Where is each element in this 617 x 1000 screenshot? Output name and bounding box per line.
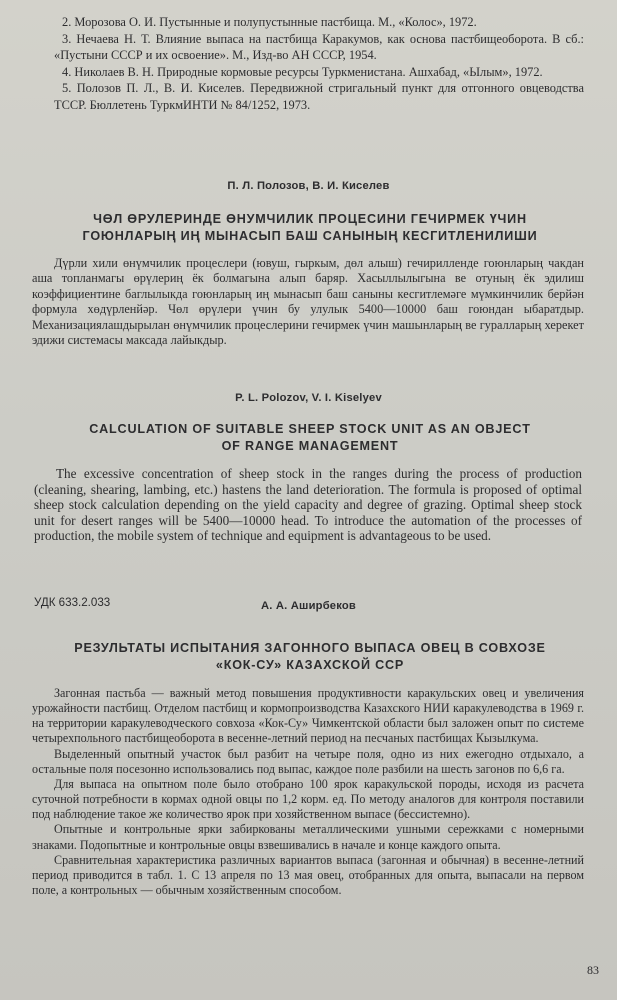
- article2-title: [40, 421, 580, 455]
- body-paragraph: Для выпаса на опытном поле было отобрано 100 ярок каракульской породы, исходя из расчета суточной потребности в кормах одной овцы по 1,2 корм. ед. По методу аналогов для контроля поставили под наблюдение такое же количество ярок при хозяйственном выпасе (бессистемно).: [32, 776, 584, 822]
- article1-title-line2: ГОЮНЛАРЫҢ ИҢ МЫНАСЫП БАШ САНЫНЫҢ КЕСГИТЛЕНИЛИШИ: [82, 229, 538, 243]
- article3-body: [32, 686, 584, 898]
- reference-item: 3. Нечаева Н. Т. Влияние выпаса на пастбища Каракумов, как основа пастбищеоборота. В сб.: «Пустыни СССР и их освоение». М., Изд-во АН СССР, 1954.: [54, 31, 584, 63]
- page-number: 83: [587, 963, 599, 977]
- article2-abstract: The excessive concentration of sheep stock in the ranges during the process of production (cleaning, shearing, lambing, etc.) hastens the land deterioration. The formula is proposed of optimal sheep stock calculation depending on the yield capacity and degree of grazing. Optimal sheep stock unit for desert ranges will be 5400—10000 head. To introduce the automation of the processes of production, the mobile system of technique and equipment is advantageous to be used.: [34, 466, 582, 544]
- article1-abstract: Дүрли хили өнүмчилик процеслери (ювуш, гыркым, дөл алыш) гечирилленде гоюнларың чакдан аша топланмагы өрүлериң ёк болмагына алып баряр. Хасыллылыгына ве отуның ёк эдилиш коэффициентине баглылыкда гоюнларың иң мынасып баш саныны кесгитлемәге мүмкинчилик берйән формула хөдүрленйәр. Чөл өрүлери үчин бу улулык 5400—10000 баш гоюндан ыбаратдыр. Механизациялашдырылан өнүмчилик процеслерини гечирмек үчин машынларың ве гуралларың херекет эдижи системасы максада лайыкдыр.: [32, 256, 584, 348]
- article3-author: А. А. Аширбеков: [260, 600, 356, 612]
- article3-title: [40, 640, 580, 674]
- article3-title-line1: РЕЗУЛЬТАТЫ ИСПЫТАНИЯ ЗАГОННОГО ВЫПАСА ОВЕЦ В СОВХОЗЕ: [74, 641, 546, 655]
- udk-code: УДК 633.2.033: [34, 596, 111, 609]
- article1-title: [40, 211, 580, 245]
- article1-authors: П. Л. Полозов, В. И. Киселев: [227, 180, 390, 192]
- reference-item: 5. Полозов П. Л., В. И. Киселев. Передвижной стригальный пункт для отгонного овцеводства ТССР. Бюллетень ТуркмИНТИ № 84/1252, 1973.: [54, 81, 584, 112]
- article3-title-line2: «КОК-СУ» КАЗАХСКОЙ ССР: [215, 658, 405, 672]
- body-paragraph: Сравнительная характеристика различных вариантов выпаса (загонная и обычная) в весенне-летний период приводится в табл. 1. С 13 апреля по 13 мая овец, отобранных для опыта, выпасали на первом поле, а контрольных — обычным хозяйственным способом.: [32, 852, 584, 898]
- body-paragraph: Загонная пастьба — важный метод повышения продуктивности каракульских овец и увеличения урожайности пастбищ. Отделом пастбищ и кормопроизводства Казахского НИИ каракулеводства в 1969 г. на территории каракулеводческого совхоза «Кок-Су» Чимкентской области был заложен опыт по системе четырехпольного пастбищеоборота в весенне-летний период на песчаных пастбищах Кызылкума.: [32, 686, 584, 746]
- article2-title-line1: CALCULATION OF SUITABLE SHEEP STOCK UNIT AS AN OBJECT: [89, 422, 531, 436]
- reference-item: 2. Морозова О. И. Пустынные и полупустынные пастбища. М., «Колос», 1972.: [62, 15, 477, 29]
- body-paragraph: Опытные и контрольные ярки забиркованы металлическими ушными сережками с номерными знаками. Подопытные и контрольные овцы взвешивались в начале и конце каждого опыта.: [32, 822, 584, 852]
- reference-list: [54, 14, 584, 114]
- body-paragraph: Выделенный опытный участок был разбит на четыре поля, одно из них ежегодно отдыхало, а остальные поля посезонно использовались под выпас, каждое поле разбили на шесть загонов по 6,6 га.: [32, 746, 584, 776]
- reference-item: 4. Николаев В. Н. Природные кормовые ресурсы Туркменистана. Ашхабад, «Ылым», 1972.: [62, 64, 543, 79]
- article1-title-line1: ЧӨЛ ӨРУЛЕРИНДЕ ӨНУМЧИЛИК ПРОЦЕСИНИ ГЕЧИРМЕК ҮЧИН: [93, 212, 527, 226]
- article2-authors: P. L. Polozov, V. I. Kiselyev: [235, 392, 382, 404]
- article2-title-line2: OF RANGE MANAGEMENT: [221, 439, 399, 453]
